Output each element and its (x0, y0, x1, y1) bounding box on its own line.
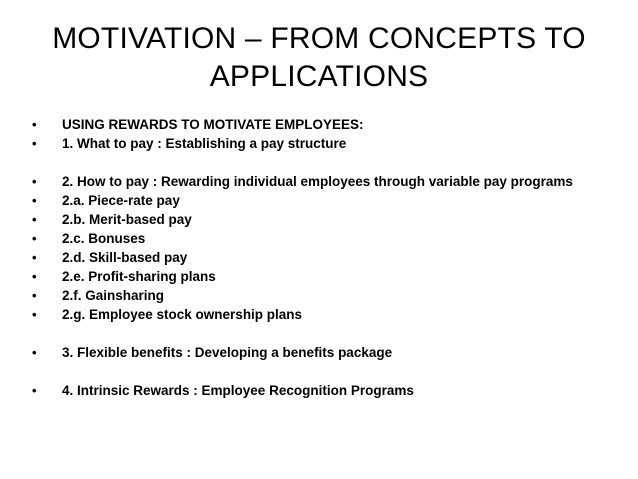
bullet-item (32, 305, 632, 324)
bullet-text: 3. Flexible benefits : Developing a benefits package (62, 345, 393, 360)
bullet-dot: • (32, 212, 37, 227)
bullet-item (32, 381, 632, 400)
bullet-dot: • (32, 193, 37, 208)
slide-title-line-1: MOTIVATION – FROM CONCEPTS TO (52, 22, 586, 55)
bullet-item (32, 115, 632, 134)
bullet-item (32, 172, 632, 191)
bullet-text: 2.e. Profit-sharing plans (62, 269, 216, 284)
bullet-dot: • (32, 231, 37, 246)
bullet-dot: • (32, 174, 37, 189)
bullet-item (32, 134, 632, 153)
bullet-text: 2.f. Gainsharing (62, 288, 165, 303)
bullet-dot: • (32, 345, 37, 360)
bullet-item (32, 191, 632, 210)
bullet-text: 4. Intrinsic Rewards : Employee Recognition Programs (62, 383, 414, 398)
bullet-text: 2.a. Piece-rate pay (62, 193, 180, 208)
bullet-text: USING REWARDS TO MOTIVATE EMPLOYEES: (62, 117, 364, 132)
bullet-item (32, 229, 632, 248)
bullet-item (32, 267, 632, 286)
bullet-text: 2.c. Bonuses (62, 231, 146, 246)
bullet-dot: • (32, 288, 37, 303)
bullet-dot: • (32, 250, 37, 265)
bullet-item (32, 210, 632, 229)
bullet-dot: • (32, 383, 37, 398)
bullet-list (32, 115, 632, 400)
bullet-dot: • (32, 307, 37, 322)
bullet-dot: • (32, 117, 37, 132)
bullet-item (32, 286, 632, 305)
bullet-item (32, 248, 632, 267)
bullet-text: 2.b. Merit-based pay (62, 212, 192, 227)
bullet-text: 2.g. Employee stock ownership plans (62, 307, 303, 322)
bullet-text: 2.d. Skill-based pay (62, 250, 188, 265)
bullet-text: 2. How to pay : Rewarding individual employees through variable pay programs (62, 174, 573, 189)
slide-title-line-2: APPLICATIONS (209, 60, 429, 93)
bullet-text: 1. What to pay : Establishing a pay structure (62, 136, 347, 151)
bullet-dot: • (32, 269, 37, 284)
bullet-dot: • (32, 136, 37, 151)
bullet-item (32, 343, 632, 362)
slide-title (40, 20, 598, 96)
